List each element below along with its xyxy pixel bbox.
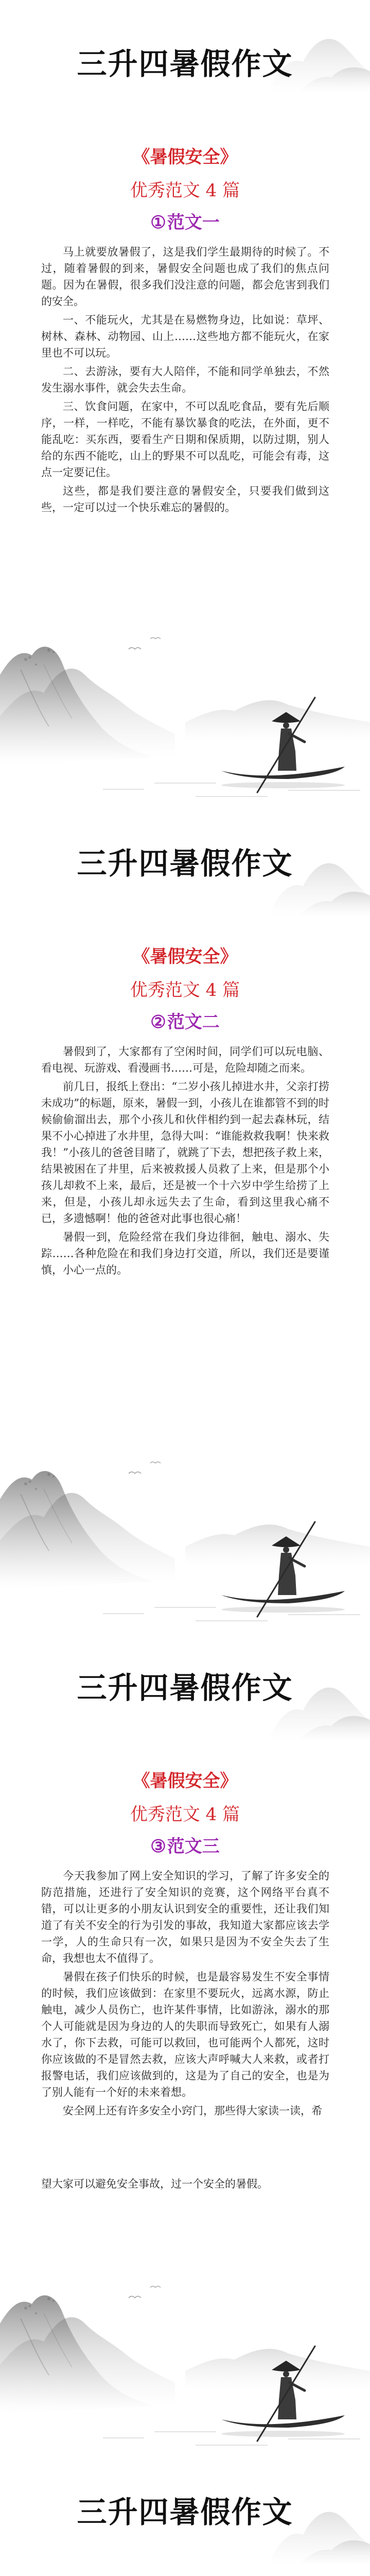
essay-number-badge (0, 211, 370, 234)
essay-body (41, 1043, 329, 1280)
paragraph: 这些，都是我们要注意的暑假安全，只要我们做到这些，一定可以过一个快乐难忘的暑假的。 (41, 485, 329, 514)
badge-label: 范文三 (167, 1836, 220, 1857)
circled-number: ① (150, 212, 166, 233)
essay-count: 优秀范文 4 篇 (130, 180, 240, 201)
paragraph: 马上就要放暑假了，这是我们学生最期待的时候了。不过，随着暑假的到来，暑假安全问题也成了我们的焦点问题。因为在暑假，很多我们没注意的问题，都会危害到我们的安全。 (41, 246, 329, 308)
essay-section-2 (0, 824, 370, 1649)
essay-section-3 (0, 1649, 370, 2473)
page-title: 三升四暑假作文 (77, 1670, 293, 1705)
essay-number-badge (0, 1011, 370, 1033)
paragraph: 今天我参加了网上安全知识的学习，了解了许多安全的防范措施，还进行了安全知识的竞赛，这个网络平台真不错，可以让更多的小朋友认识到安全的重要性，还让我们知道了有关不安全的行为引发的事故，我知道大家都应该去学一学，人的生命只有一次，如果只是因为不安全失去了生命，我想也太不值得了。 (41, 1870, 329, 1964)
paragraph: 暑假在孩子们快乐的时候，也是最容易发生不安全事情的时候，我们应该做到：在家里不要玩火，远离水源，防止触电，减少人员伤亡，也许某件事情，比如游泳，溺水的那个人可能就是因为身边的人的失职而导致死亡，如果有人溺水了，你下去救，可能可以救回，也可能两个人都死，这时你应该做的不是冒然去救，应该大声呼喊大人来救，或者打报警电话，我们应该做到的，这是为了自己的安全，也是为了别人能有一个好的未来着想。 (41, 1971, 329, 2098)
essay-count: 优秀范文 4 篇 (130, 1804, 240, 1825)
paragraph: 安全网上还有许多安全小窍门，那些得大家读一读，希 (63, 2105, 322, 2117)
essay-body (41, 244, 329, 518)
essay-body (41, 1868, 329, 2194)
essay-section-4 (0, 2473, 370, 2576)
paragraph: 一、不能玩火，尤其是在易燃物身边，比如说：草坪、树林、森林、动物园、山上……这些地方都不能玩火，在家里也不可以玩。 (41, 314, 329, 359)
paragraph: 前几日，报纸上登出：“二岁小孩儿掉进水井，父亲打捞未成功”的标题，原来，暑假一到，小孩儿在谁都管不到的时候偷偷溜出去，那个小孩儿和伙伴相约到一起去森林玩，结果不小心掉进了水井里，急得大叫：“谁能救救我啊！快来救我！”小孩儿的爸爸目睹了，就跳了下去，想把孩子救上来，结果被困在了井里，后来被救援人员救了上来，但是那个小孩儿却救不上来，最后，还是被一个十六岁中学生给捞了上来，但是，小孩儿却永远失去了生命，看到这里我心痛不已，多遗憾啊！他的爸爸对此事也很心痛！ (41, 1080, 329, 1225)
paragraph: 暑假一到，危险经常在我们身边徘徊，触电、溺水、失踪……各种危险在和我们身边打交道，所以，我们还是要谨慎，小心一点的。 (41, 1231, 329, 1276)
page-title: 三升四暑假作文 (77, 846, 293, 881)
essay-theme: 《暑假安全》 (132, 946, 238, 967)
ink-landscape-fisherman-icon (0, 2236, 370, 2463)
circled-number: ③ (150, 1836, 166, 1857)
ink-landscape-fisherman-icon (0, 587, 370, 814)
paragraph-continuation: 望大家可以避免安全事故，过一个安全的暑假。 (41, 2178, 268, 2190)
badge-label: 范文一 (167, 212, 220, 233)
page-title: 三升四暑假作文 (77, 2495, 293, 2530)
essay-number-badge (0, 1835, 370, 1858)
ink-landscape-fisherman-icon (0, 1412, 370, 1638)
paragraph: 三、饮食问题，在家中，不可以乱吃食品，要有先后顺序，一样，一样吃，不能有暴饮暴食的吃法，在外面，更不能乱吃：买东西，要看生产日期和保质期，以防过期，别人给的东西不能吃，山上的野果不可以乱吃，可能会有毒，这点一定要记住。 (41, 400, 329, 479)
essay-count: 优秀范文 4 篇 (130, 980, 240, 1001)
badge-label: 范文二 (167, 1012, 220, 1032)
essay-theme: 《暑假安全》 (132, 147, 238, 167)
essay-theme: 《暑假安全》 (132, 1771, 238, 1791)
paragraph: 暑假到了，大家都有了空闲时间，同学们可以玩电脑、看电视、玩游戏、看漫画书……可是，危险却随之而来。 (41, 1045, 329, 1074)
circled-number: ② (150, 1012, 166, 1032)
page-title: 三升四暑假作文 (77, 46, 293, 81)
essay-section-1 (0, 0, 370, 824)
paragraph: 二、去游泳，要有大人陪伴，不能和同学单独去，不然发生溺水事件，就会失去生命。 (41, 365, 329, 394)
